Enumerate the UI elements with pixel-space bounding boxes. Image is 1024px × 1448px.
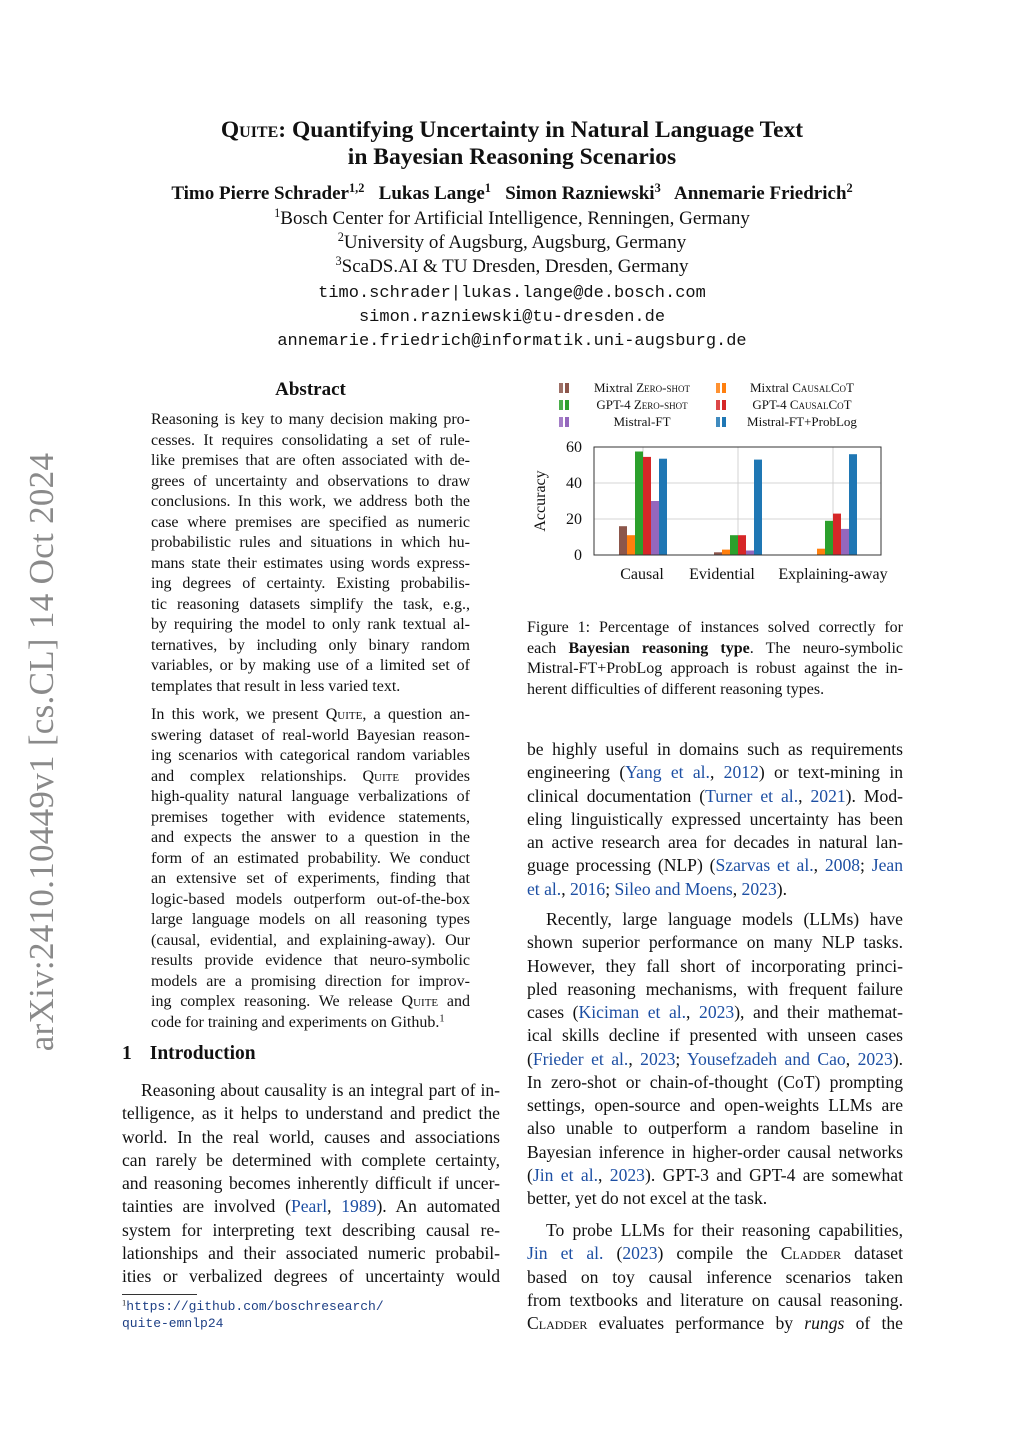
text-line: like premises that are often associated with de- — [151, 452, 470, 469]
text-line: ing scenarios with categorical random variables — [151, 747, 470, 764]
text-line: Mistral-FT+ProbLog approach is robust against the in- — [527, 660, 903, 678]
citation-link[interactable]: Sileo and Moens — [614, 878, 733, 899]
abstract-paragraph — [151, 410, 470, 697]
footnote-mark: 1 — [122, 1297, 127, 1308]
citation-link[interactable]: Turner et al. — [705, 785, 799, 806]
legend-swatch — [565, 383, 569, 393]
x-tick-label: Evidential — [689, 566, 755, 583]
legend-swatch — [716, 383, 720, 393]
text-line: form of an estimated probability. We conduct — [151, 849, 470, 867]
emails — [0, 282, 1024, 354]
y-tick-label: 60 — [566, 439, 582, 456]
legend-swatch — [559, 383, 563, 393]
text-line: be highly useful in domains such as requirements — [527, 739, 903, 759]
text-line: lationships and their associated numeric probabil- — [122, 1242, 500, 1263]
citation-link[interactable]: Jin et al. — [532, 1164, 598, 1185]
bar — [817, 549, 825, 555]
author-list — [0, 183, 1024, 205]
section-title: Introduction — [149, 1043, 256, 1064]
bar — [841, 529, 849, 555]
arxiv-stamp: arXiv:2410.10449v1 [cs.CL] 14 Oct 2024 — [22, 452, 61, 1052]
bar — [659, 459, 667, 555]
text-line: world. In the real world, causes and associations — [122, 1126, 500, 1147]
author — [171, 183, 364, 204]
text-line: large language models on all reasoning types — [151, 911, 470, 928]
text-line: telligence, as it helps to understand and predict the — [122, 1103, 500, 1124]
bar — [651, 501, 659, 555]
text-line: also unable to outperform a random baseline in — [527, 1118, 903, 1139]
citation-link[interactable]: Jin et al. — [527, 1243, 604, 1264]
author-name: Annemarie Friedrich — [673, 183, 847, 204]
text-line: (Jin et al., 2023). GPT-3 and GPT-4 are somewhat — [527, 1164, 903, 1185]
email[interactable]: simon.razniewski@tu-dresden.de — [358, 308, 666, 327]
citation-link[interactable]: 2021 — [810, 785, 846, 806]
text-line: code for training and experiments on Github.$^1$ — [151, 1012, 445, 1031]
citation-link[interactable]: Pearl — [290, 1196, 328, 1217]
footnote-rule — [122, 1294, 197, 1295]
styled-text: Quite — [362, 767, 400, 785]
bar — [619, 526, 627, 555]
figure-caption — [527, 618, 903, 700]
x-tick-label: Explaining-away — [778, 566, 888, 583]
citation-link[interactable]: 2023 — [857, 1048, 893, 1069]
affiliation-text: Bosch Center for Artificial Intelligence, Renningen, Germany — [280, 208, 750, 229]
text-line: Reasoning about causality is an integral part of in- — [141, 1080, 500, 1100]
text-line: eling linguistically expressed uncertainty has been — [527, 808, 903, 829]
citation-link[interactable]: 2023 — [622, 1243, 658, 1264]
text-line: (causal, evidential, and explaining-away). Our — [151, 931, 470, 949]
text-line: probabilistic rules and situations in which hu- — [151, 534, 470, 551]
text-line: templates that result in less varied text. — [151, 677, 401, 695]
text-line: by requiring the model to only rank textual al- — [151, 616, 470, 633]
legend-swatch — [716, 417, 720, 427]
bar — [825, 521, 833, 555]
affiliation — [0, 231, 1024, 255]
text-line: better, yet do not excel at the task. — [527, 1188, 768, 1208]
text-line: Figure 1: Percentage of instances solved correctly for — [527, 619, 903, 636]
citation-link[interactable]: 1989 — [341, 1196, 377, 1217]
title-line2: in Bayesian Reasoning Scenarios — [347, 144, 677, 170]
legend-swatch — [716, 400, 720, 410]
text-line: models are a promising direction for improv- — [151, 972, 470, 990]
legend-swatch — [722, 400, 726, 410]
affiliations — [0, 207, 1024, 279]
author — [379, 183, 491, 204]
title-line1: : Quantifying Uncertainty in Natural Language Text — [278, 117, 804, 143]
text-line: grees of uncertainty and observations to draw — [151, 472, 470, 490]
text-line: swering dataset of real-world Bayesian reason- — [151, 726, 470, 744]
bar — [833, 514, 841, 555]
body-paragraph — [527, 738, 903, 901]
y-tick-label: 40 — [566, 475, 582, 492]
x-tick-label: Causal — [620, 566, 664, 583]
footnote — [122, 1298, 384, 1332]
citation-link[interactable]: 2023 — [699, 1002, 735, 1022]
title-name: Quite — [220, 117, 279, 143]
legend-label: Mistral-FT — [613, 414, 671, 429]
text-line: To probe LLMs for their reasoning capabilities, — [546, 1220, 903, 1240]
legend-swatch — [565, 400, 569, 410]
y-tick-label: 0 — [574, 547, 582, 564]
text-line: tainties are involved (Pearl, 1989). An automated — [122, 1196, 500, 1217]
legend-label: Mixtral CausalCoT — [749, 380, 855, 395]
citation-link[interactable]: 2023 — [741, 878, 777, 899]
text-line: Cladder evaluates performance by rungs of the — [527, 1313, 903, 1333]
bar — [722, 550, 730, 555]
bar — [754, 460, 762, 555]
text-line: ing complex reasoning. We release Quite and — [151, 993, 470, 1010]
text-line: variables, or by making use of a limited set of — [151, 657, 470, 674]
affiliation-number: 1 — [274, 206, 281, 221]
author-affiliation: 3 — [654, 181, 661, 196]
text-line: guage processing (NLP) (Szarvas et al., 2008; Jean — [527, 855, 903, 876]
text-line: However, they fall short of incorporating princi- — [527, 955, 903, 976]
legend-swatch — [722, 383, 726, 393]
text-line: settings, open-source and open-weights LLMs are — [527, 1095, 903, 1115]
citation-link[interactable]: Szarvas et al. — [715, 855, 814, 876]
text-line: results provide evidence that neuro-symbolic — [151, 952, 470, 969]
text-line: and reasoning becomes inherently difficult if uncer- — [122, 1173, 500, 1193]
affiliation-number: 2 — [337, 230, 344, 245]
author-name: Lukas Lange — [378, 183, 485, 204]
text-line: Recently, large language models (LLMs) have — [546, 909, 903, 929]
body-paragraph — [527, 1219, 903, 1335]
text-line: ternatives, by including only binary random — [151, 636, 470, 654]
bar — [730, 535, 738, 555]
text-line: cesses. It requires consolidating a set of rule- — [151, 431, 470, 449]
affiliation-text: University of Augsburg, Augsburg, Germany — [343, 232, 687, 253]
citation-link[interactable]: 2023 — [640, 1048, 676, 1069]
author-name: Simon Razniewski — [505, 183, 655, 204]
text-line: based on toy causal inference scenarios taken — [527, 1266, 903, 1287]
body-paragraph — [122, 1079, 500, 1288]
text-line: pled reasoning mechanisms, with frequent failure — [527, 978, 903, 999]
citation-link[interactable]: et al. — [527, 878, 562, 899]
styled-text: Cladder — [780, 1243, 842, 1264]
styled-text: Quite — [325, 706, 363, 723]
text-line: clinical documentation (Turner et al., 2021). Mod- — [527, 785, 903, 806]
text-line: In this work, we present Quite, a question an- — [151, 706, 471, 723]
text-line: tic reasoning datasets simplify the task, e.g., — [151, 595, 470, 613]
text-line: high-quality natural language verbalizations of — [151, 788, 470, 805]
text-line: Jin et al. (2023) compile the Cladder dataset — [527, 1243, 903, 1264]
citation-link[interactable]: 2012 — [723, 762, 759, 783]
text-line: and expects the answer to a question in the — [151, 829, 470, 846]
citation-link[interactable]: Jean — [871, 855, 903, 876]
footnote-link[interactable]: quite-emnlp24 — [122, 1316, 224, 1331]
text-line: from textbooks and literature on causal reasoning. — [527, 1289, 903, 1310]
author-name: Timo Pierre Schrader — [171, 183, 349, 204]
bar — [849, 454, 857, 555]
text-line: cases (Kiciman et al., 2023), and their mathemat- — [527, 1002, 904, 1022]
affiliation — [0, 207, 1024, 231]
legend-swatch — [559, 400, 563, 410]
text-line: (Frieder et al., 2023; Yousefzadeh and Cao, 2023). — [527, 1048, 904, 1069]
section-number: 1 — [122, 1043, 132, 1064]
email[interactable]: timo.schrader|lukas.lange@de.bosch.com — [318, 284, 706, 303]
abstract-heading: Abstract — [275, 379, 346, 400]
author — [505, 183, 661, 204]
citation-link[interactable]: Frieder et al. — [532, 1048, 629, 1069]
styled-text: Bayesian reasoning type — [568, 639, 750, 657]
text-line: ing degrees of certainty. Existing probabilis- — [151, 575, 470, 592]
text-line: In zero-shot or chain-of-thought (CoT) prompting — [527, 1071, 903, 1092]
section-heading — [122, 1043, 256, 1065]
text-line: premises together with evidence statements, — [151, 808, 470, 826]
footnote-link[interactable]: https://github.com/boschresearch/ — [126, 1299, 384, 1314]
bar — [635, 452, 643, 556]
author-affiliation: 1,2 — [348, 181, 365, 196]
text-line: Bayesian inference in higher-order causal networks — [527, 1141, 903, 1162]
legend-swatch — [722, 417, 726, 427]
citation-link[interactable]: 2016 — [570, 878, 606, 899]
text-line: case where premises are specified as numeric — [151, 513, 470, 531]
affiliation — [0, 255, 1024, 279]
text-line: ities or verbalized degrees of uncertainty would — [122, 1266, 500, 1286]
author-affiliation: 2 — [846, 181, 853, 196]
text-line: engineering (Yang et al., 2012) or text-mining in — [527, 762, 904, 783]
text-line: each Bayesian reasoning type. The neuro-symbolic — [527, 639, 904, 657]
citation-link[interactable]: Yousefzadeh and Cao — [687, 1048, 846, 1069]
text-line: conclusions. In this work, we address both the — [151, 493, 470, 510]
affiliation-text: ScaDS.AI & TU Dresden, Dresden, Germany — [341, 256, 689, 277]
email[interactable]: annemarie.friedrich@informatik.uni-augsburg.de — [277, 332, 747, 351]
styled-text: Cladder — [527, 1313, 588, 1333]
legend-label: Mixtral Zero-shot — [593, 380, 691, 395]
legend-swatch — [565, 417, 569, 427]
y-axis-label: Accuracy — [532, 470, 549, 532]
legend-label: GPT-4 CausalCoT — [752, 397, 852, 412]
legend-label: GPT-4 Zero-shot — [596, 397, 688, 412]
bar — [643, 457, 651, 555]
text-line: shown superior performance on many NLP tasks. — [527, 932, 903, 953]
text-line: and complex relationships. Quite provides — [151, 767, 470, 785]
footnote-mark: 1 — [439, 1012, 445, 1024]
author — [674, 183, 853, 204]
text-line: an active research area for decades in natural lan- — [527, 832, 903, 852]
bar — [746, 551, 754, 556]
text-line: can rarely be determined with complete certainty, — [122, 1149, 500, 1170]
citation-link[interactable]: 2023 — [609, 1164, 645, 1185]
styled-text: Quite — [401, 993, 439, 1010]
legend-swatch — [559, 417, 563, 427]
text-line: Reasoning is key to many decision making pro- — [151, 411, 470, 428]
author-affiliation: 1 — [484, 181, 491, 196]
affiliation-number: 3 — [335, 254, 342, 269]
body-paragraph — [527, 908, 903, 1210]
text-line: an extensive set of experiments, finding that — [151, 870, 470, 887]
citation-link[interactable]: Yang et al. — [625, 762, 710, 783]
text-line: logic-based models outperform out-of-the-box — [151, 890, 470, 908]
paper-title — [0, 117, 1024, 171]
citation-link[interactable]: Kiciman et al. — [578, 1002, 687, 1022]
legend-label: Mistral-FT+ProbLog — [747, 414, 857, 429]
text-line: et al., 2016; Sileo and Moens, 2023). — [527, 878, 787, 899]
bar — [627, 535, 635, 555]
text-line: system for interpreting text describing causal re- — [122, 1219, 500, 1240]
abstract-paragraph — [151, 705, 470, 1033]
y-tick-label: 20 — [566, 511, 582, 528]
text-line: ical skills decline if presented with unseen cases — [527, 1025, 903, 1046]
text-line: herent difficulties of different reasoning types. — [527, 680, 825, 698]
citation-link[interactable]: 2008 — [824, 855, 861, 876]
bar — [738, 535, 746, 555]
figure-1-chart — [520, 372, 910, 592]
text-line: mans state their estimates using words express- — [151, 554, 470, 572]
styled-text: rungs — [804, 1313, 845, 1333]
